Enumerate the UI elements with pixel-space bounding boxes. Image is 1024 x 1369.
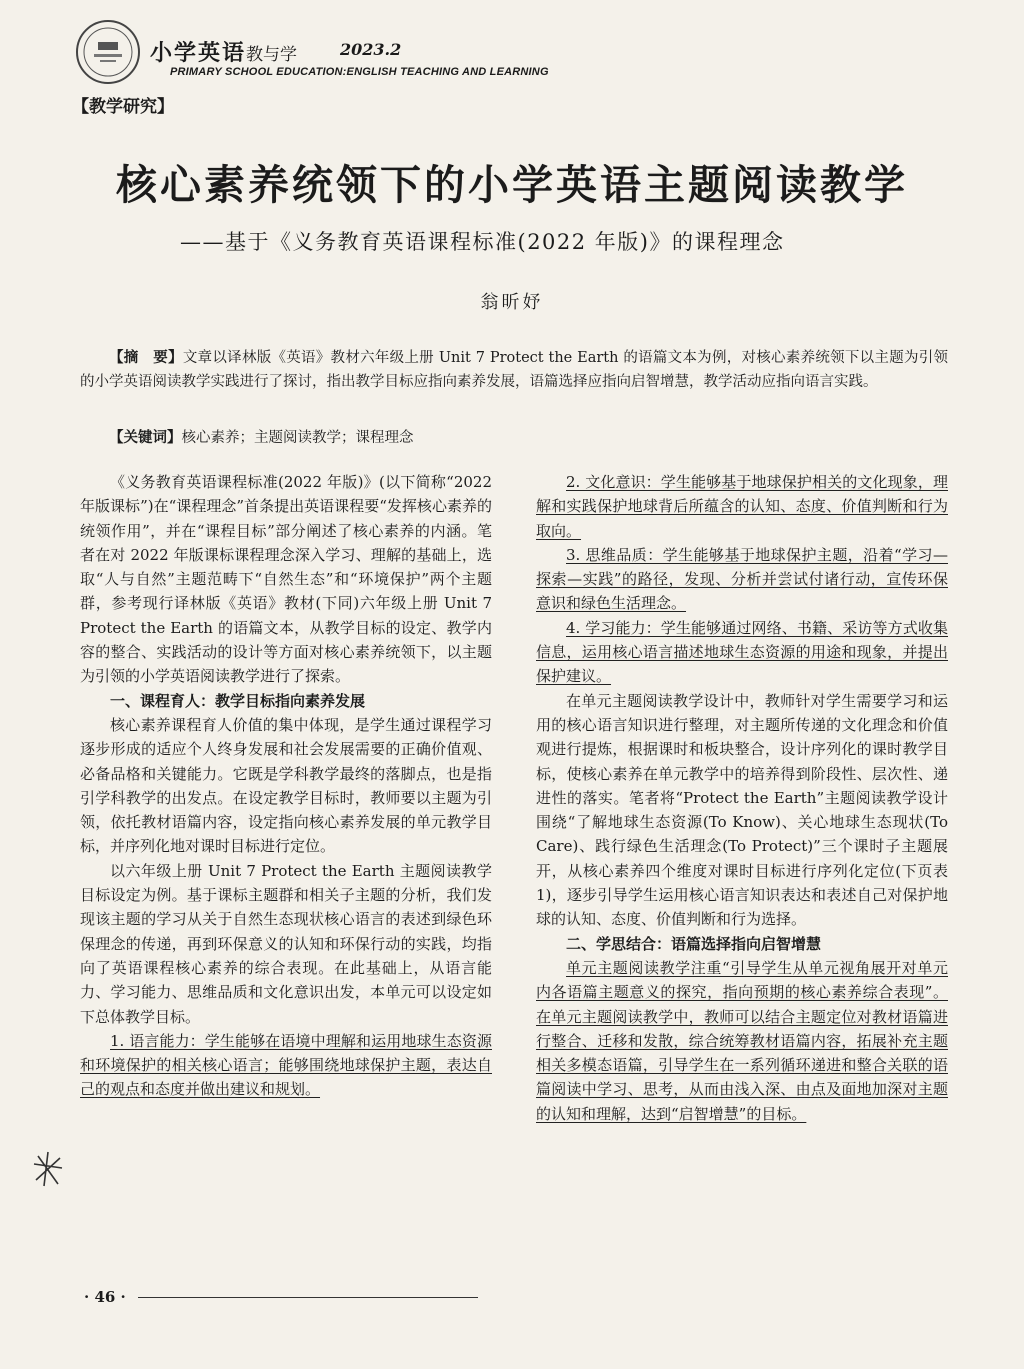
left-column bbox=[80, 470, 492, 1102]
section1-paragraph-2: 以六年级上册 Unit 7 Protect the Earth 主题阅读教学目标设定为例。基于课标主题群和相关子主题的分析，我们发现该主题的学习从关于自然生态现状核心语言的表述到绿色环保理念的传递，再到环保意义的认知和环保行动的实践，均指向了英语课程核心素养的综合表现。在此基础上，从语言能力、学习能力、思维品质和文化意识出发，本单元可以设定如下总体教学目标。 bbox=[80, 861, 492, 1026]
keywords-text: 核心素养；主题阅读教学；课程理念 bbox=[181, 430, 414, 446]
page-number: · 46 · bbox=[84, 1288, 126, 1306]
abstract-label: 【摘 要】 bbox=[109, 349, 183, 366]
abstract bbox=[80, 346, 948, 394]
article-author: 翁昕妤 bbox=[480, 292, 544, 313]
right-column bbox=[536, 470, 948, 1126]
goal-thinking-quality: 3. 思维品质：学生能够基于地球保护主题，沿着“学习—探索—实践”的路径，发现、分析并尝试付诸行动，宣传环保意识和绿色生活理念。 bbox=[536, 545, 948, 613]
journal-logo bbox=[76, 20, 140, 84]
keywords-label: 【关键词】 bbox=[109, 429, 182, 446]
goal-learning-ability: 4. 学习能力：学生能够通过网络、书籍、采访等方式收集信息，运用核心语言描述地球生态资源的用途和现象，并提出保护建议。 bbox=[536, 618, 948, 686]
journal-name bbox=[150, 36, 297, 67]
journal-issue: 2023.2 bbox=[340, 40, 402, 59]
intro-paragraph: 《义务教育英语课程标准(2022 年版)》(以下简称“2022 年版课标”)在“课程理念”首条提出英语课程要“发挥核心素养的统领作用”，并在“课程目标”部分阐述了核心素养的内涵。笔者在对 2022 年版课标课程理念深入学习、理解的基础上，选取“人与自然”主题范畴下“自然生态”和“环境保护”两个主题群，参考现行译林版《英语》教材(下同)六年级上册 Unit 7 Protect the Earth 的语篇文本，从教学目标的设定、教学内容的整合、实践活动的设计等方面对核心素养统领下，以主题为引领的小学英语阅读教学进行了探索。 bbox=[80, 473, 492, 686]
journal-name-sub: 教与学 bbox=[246, 45, 298, 65]
column-tag: 【教学研究】 bbox=[72, 97, 174, 117]
unit-design-paragraph: 在单元主题阅读教学设计中，教师针对学生需要学习和运用的核心语言知识进行整理，对主题所传递的文化理念和价值观进行提炼，根据课时和板块整合，设计序列化的课时教学目标，使核心素养在单元教学中的培养得到阶段性、层次性、递进性的落实。笔者将“Protect the Earth”主题阅读教学设计围绕“了解地球生态资源(To Know)、关心地球生态现状(To Care)、践行绿色生活理念(To Protect)”三个课时子主题展开，从核心素养四个维度对课时目标进行序列化定位(下页表 1)，逐步引导学生运用核心语言知识表达和表述自己对保护地球的认知、态度、价值判断和行为选择。 bbox=[536, 691, 948, 929]
keywords bbox=[80, 426, 948, 447]
section1-paragraph-1: 核心素养课程育人价值的集中体现，是学生通过课程学习逐步形成的适应个人终身发展和社会发展需要的正确价值观、必备品格和关键能力。它既是学科教学最终的落脚点，也是指引学科教学的出发点。在设定教学目标时，教师要以主题为引领，依托教材语篇内容，设定指向核心素养发展的单元教学目标，并序列化地对课时目标进行定位。 bbox=[80, 715, 492, 856]
article-title: 核心素养统领下的小学英语主题阅读教学 bbox=[116, 161, 908, 209]
footer-rule bbox=[138, 1297, 478, 1298]
goal-language-ability: 1. 语言能力：学生能够在语境中理解和运用地球生态资源和环境保护的相关核心语言；能够围绕地球保护主题，表达自己的观点和态度并做出建议和规划。 bbox=[80, 1031, 492, 1099]
section2-paragraph: 单元主题阅读教学注重“引导学生从单元视角展开对单元内各语篇主题意义的探究，指向预期的核心素养综合表现”。在单元主题阅读教学中，教师可以结合主题定位对教材语篇进行整合、迁移和发散，综合统筹教材语篇内容，拓展补充主题相关多模态语篇，引导学生在一系列循环递进和整合关联的语篇阅读中学习、思考，从而由浅入深、由点及面地加深对主题的认知和理解，达到“启智增慧”的目标。 bbox=[536, 958, 948, 1123]
article-subtitle: ——基于《义务教育英语课程标准(2022 年版)》的课程理念 bbox=[180, 230, 785, 254]
section-heading-2: 二、学思结合：语篇选择指向启智增慧 bbox=[566, 934, 822, 953]
abstract-text: 文章以译林版《英语》教材六年级上册 Unit 7 Protect the Earth 的语篇文本为例，对核心素养统领下以主题为引领的小学英语阅读教学实践进行了探讨，指出教学目标应指向素养发展，语篇选择应指向启智增慧，教学活动应指向语言实践。 bbox=[80, 350, 949, 390]
journal-english-name: PRIMARY SCHOOL EDUCATION:ENGLISH TEACHING AND LEARNING bbox=[170, 66, 549, 78]
journal-name-main: 小学英语 bbox=[150, 40, 247, 66]
section-heading-1: 一、课程育人：教学目标指向素养发展 bbox=[110, 691, 366, 710]
handwritten-star-mark bbox=[30, 1150, 66, 1190]
journal-seal-icon bbox=[80, 24, 136, 80]
goal-cultural-awareness: 2. 文化意识：学生能够基于地球保护相关的文化现象，理解和实践保护地球背后所蕴含的认知、态度、价值判断和行为取向。 bbox=[536, 473, 948, 540]
